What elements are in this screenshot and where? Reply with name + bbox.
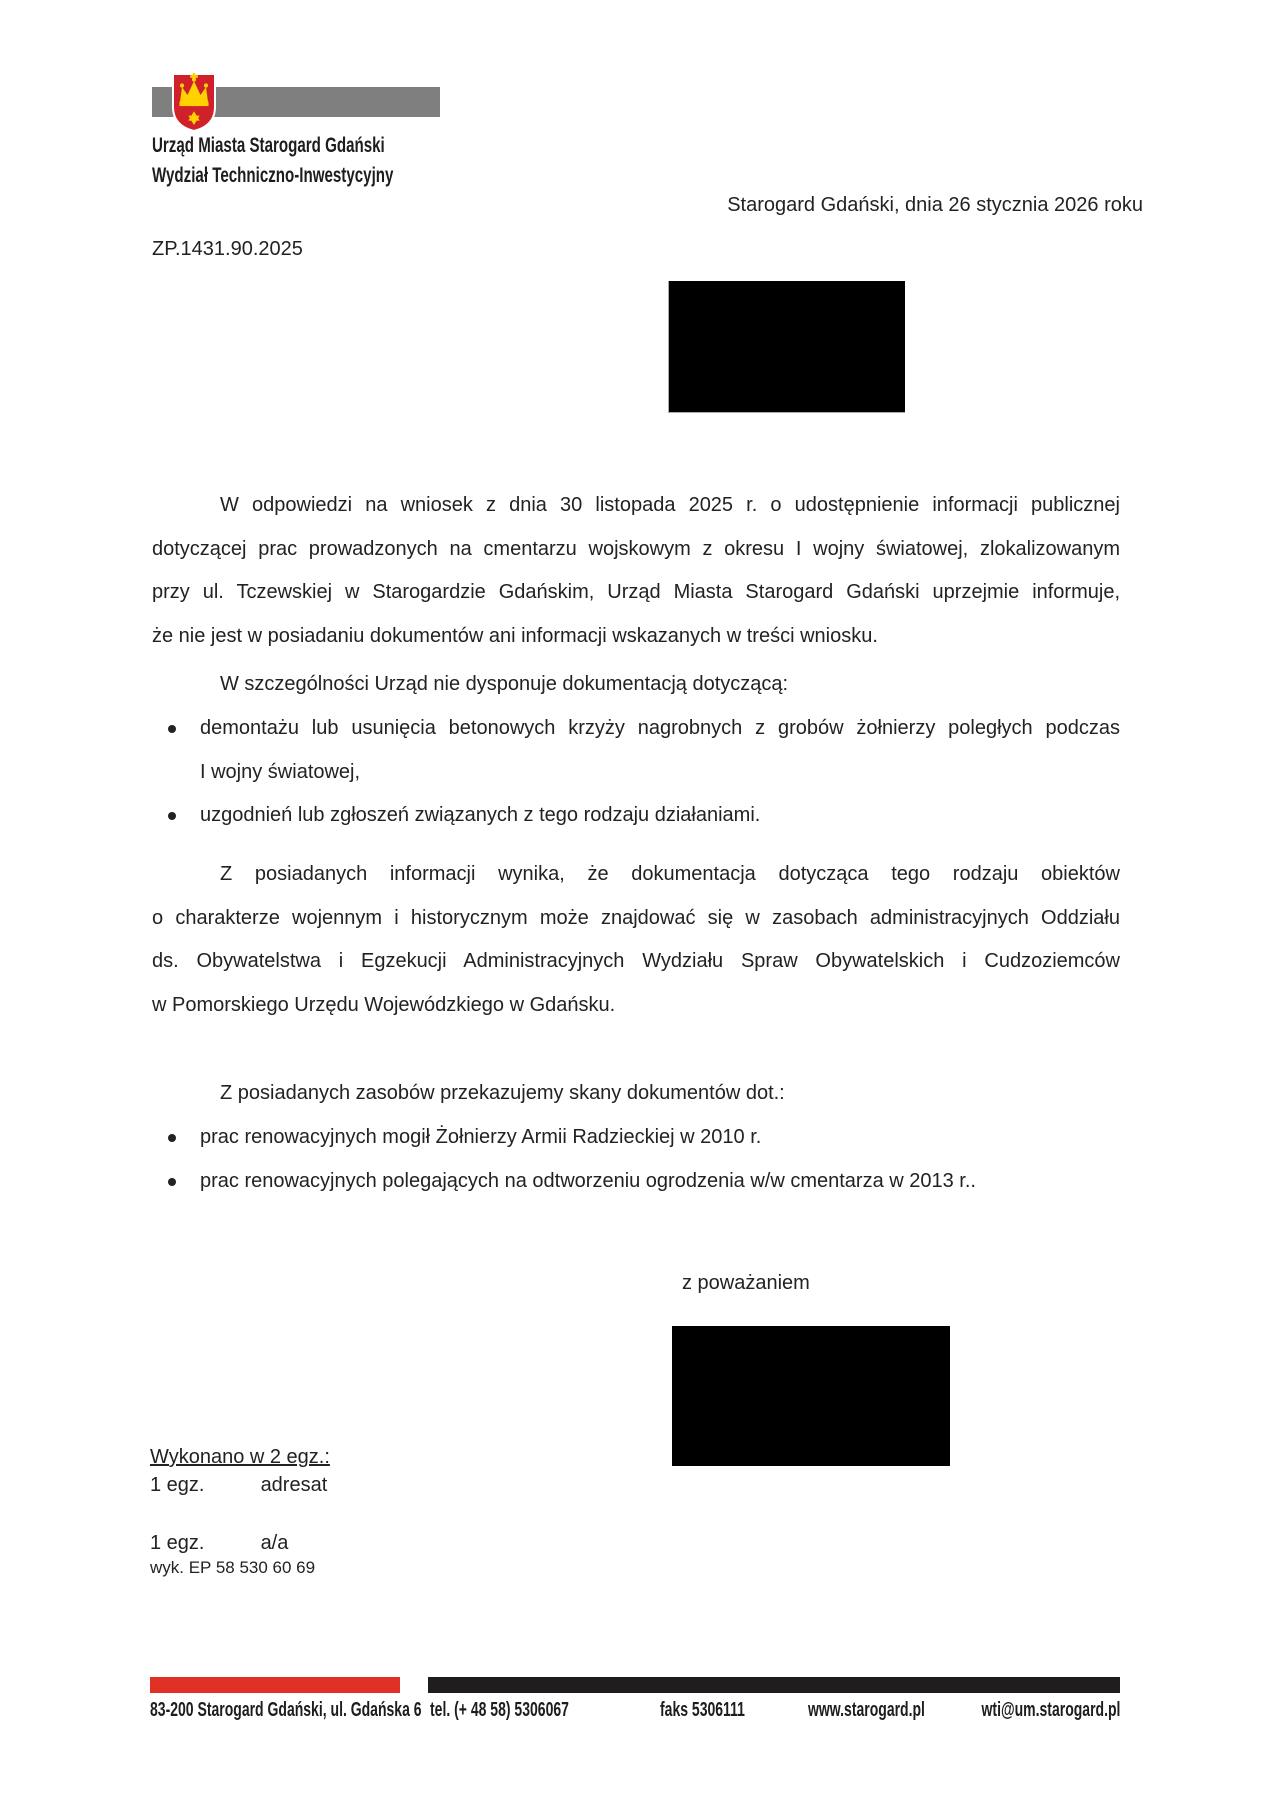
footer-phone: [430, 1699, 628, 1722]
paragraph-4: [152, 1072, 1120, 1116]
distribution-dest: adresat: [260, 1474, 328, 1496]
footer-fax: [660, 1699, 781, 1722]
bullet-list-2: [152, 1116, 1120, 1203]
footer-address-text: 83-200 Starogard Gdański, ul. Gdańska 6: [150, 1699, 422, 1721]
paragraph-3-line: Z posiadanych informacji wynika, że dokumentacja dotycząca tego rodzaju obiektów: [220, 863, 1120, 885]
list-item-line: I wojny światowej,: [200, 760, 361, 783]
footer-email-text: wti@um.starogard.pl: [981, 1699, 1120, 1721]
distribution-title: Wykonano w 2 egz.:: [150, 1446, 330, 1468]
distribution-dest: a/a: [260, 1532, 289, 1554]
footer-website-text: www.starogard.pl: [808, 1699, 925, 1721]
paragraph-3-line: w Pomorskiego Urzędu Wojewódzkiego w Gdańsku.: [152, 993, 616, 1016]
paragraph-1-line: że nie jest w posiadaniu dokumentów ani informacji wskazanych w treści wniosku.: [152, 624, 878, 647]
distribution-row: [150, 1474, 327, 1497]
list-item: [152, 1116, 1120, 1160]
paragraph-1-line: W odpowiedzi na wniosek z dnia 30 listopada 2025 r. o udostępnienie informacji publicznej: [220, 494, 1120, 516]
bullet-list-1: [152, 707, 1120, 838]
paragraph-1-line: dotyczącej prac prowadzonych na cmentarzu wojskowym z okresu I wojny światowej, zlokalizowanym: [152, 537, 1120, 560]
paragraph-2: [152, 663, 1120, 707]
list-item: [152, 794, 1120, 838]
distribution-qty: 1 egz.: [150, 1532, 205, 1554]
paragraph-2-line: W szczególności Urząd nie dysponuje dokumentacją dotyczącą:: [220, 673, 789, 695]
list-item-line: demontażu lub usunięcia betonowych krzyży nagrobnych z grobów żołnierzy poległych podczas: [200, 717, 1120, 739]
city-crest-icon: [170, 70, 218, 134]
footer-fax-text: faks 5306111: [660, 1699, 745, 1721]
footer-black-bar: [428, 1677, 1120, 1693]
footer-red-bar: [150, 1677, 400, 1693]
paragraph-3: [152, 853, 1120, 1027]
org-name: [152, 131, 487, 191]
distribution-qty: 1 egz.: [150, 1474, 205, 1496]
list-item: [152, 1160, 1120, 1204]
distribution-row: [150, 1532, 288, 1555]
paragraph-4-line: Z posiadanych zasobów przekazujemy skany dokumentów dot.:: [220, 1082, 785, 1104]
prepared-by-note: wyk. EP 58 530 60 69: [150, 1558, 316, 1577]
paragraph-3-line: o charakterze wojennym i historycznym może znajdować się w zasobach administracyjnych Oddziału: [152, 906, 1120, 929]
reference-number: ZP.1431.90.2025: [152, 238, 303, 260]
footer-phone-text: tel. (+ 48 58) 5306067: [430, 1699, 569, 1721]
paragraph-3-line: ds. Obywatelstwa i Egzekucji Administracyjnych Wydziału Spraw Obywatelskich i Cudzoziemców: [152, 950, 1120, 972]
closing-salutation: z poważaniem: [682, 1272, 810, 1294]
list-item-line: prac renowacyjnych mogił Żołnierzy Armii Radzieckiej w 2010 r.: [200, 1126, 762, 1148]
paragraph-1-line: przy ul. Tczewskiej w Starogardzie Gdańskim, Urząd Miasta Starogard Gdański uprzejmie informuje,: [152, 581, 1120, 603]
org-name-line2: Wydział Techniczno-Inwestycyjny: [152, 164, 394, 187]
footer-email: [922, 1699, 1120, 1722]
list-item: [152, 707, 1120, 794]
list-item-line: prac renowacyjnych polegających na odtworzeniu ogrodzenia w/w cmentarza w 2013 r..: [200, 1169, 976, 1192]
redaction-recipient-block: [668, 281, 905, 413]
list-item-line: uzgodnień lub zgłoszeń związanych z tego rodzaju działaniami.: [200, 804, 761, 826]
org-name-line1: Urząd Miasta Starogard Gdański: [152, 134, 385, 157]
date-line: Starogard Gdański, dnia 26 stycznia 2026 roku: [727, 194, 1143, 216]
paragraph-1: [152, 484, 1120, 658]
redaction-signature-block: [672, 1326, 950, 1466]
